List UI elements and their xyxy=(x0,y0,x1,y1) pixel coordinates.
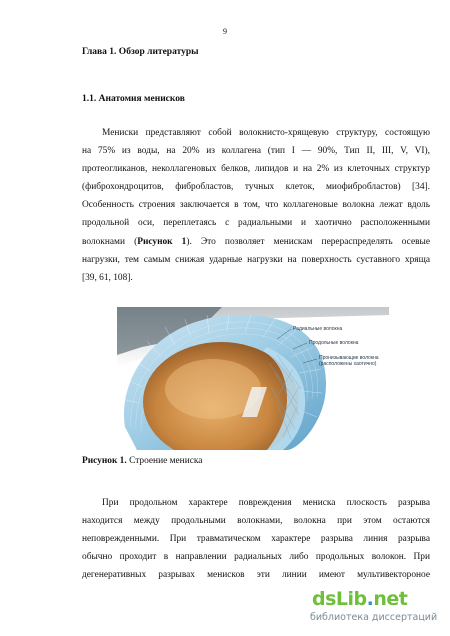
page-number: 9 xyxy=(223,27,227,36)
text-line: нагрузки, тем самым снижая ударные нагрузки на поверхность суставного хряща xyxy=(82,254,430,265)
text-line: продольной оси, переплетаясь с радиальными и хаотично расположенными xyxy=(82,218,430,229)
dslib-logo: dsLib.net xyxy=(312,588,408,610)
meniscus-structure-figure xyxy=(117,307,389,450)
text-line: [39, 61, 108]. xyxy=(82,272,133,283)
figure-caption xyxy=(82,456,202,466)
text-line: (фиброхондроцитов, фибробластов, тучных клеток, миофибробластов) [34]. xyxy=(82,182,430,193)
chapter-title: Глава 1. Обзор литературы xyxy=(82,47,199,57)
text-line: При продольном характере повреждения мениска плоскость разрыва xyxy=(102,498,430,508)
text-line: протеогликанов, неколлагеновых белков, липидов и на 2% из клеточных структур xyxy=(82,164,430,175)
text-line: неповрежденными. При травматическом характере разрыва линия разрыва xyxy=(82,534,430,545)
label-penetrating-fibers: Пронизывающие волокна xyxy=(319,355,379,361)
text-line: находится между продольными волокнами, волокна при этом остаются xyxy=(82,516,430,527)
text-line: на 75% из воды, на 20% из коллагена (тип I — 90%, Тип II, III, V, VI), xyxy=(82,146,430,157)
text-line: Мениски представляют собой волокнисто-хрящевую структуру, состоящую xyxy=(102,128,430,138)
paragraph-tear-types xyxy=(82,494,430,584)
meniscus-illustration xyxy=(117,307,389,450)
section-title: 1.1. Анатомия менисков xyxy=(82,94,185,104)
dslib-subtitle: библиотека диссертаций xyxy=(310,612,438,623)
text-line: Особенность строения заключается в том, что коллагеновые волокна лежат вдоль xyxy=(82,200,430,211)
paragraph-menisci-structure xyxy=(82,124,430,287)
label-penetrating-fibers-note: (расположены хаотично) xyxy=(319,361,377,367)
caption-label: Рисунок 1. xyxy=(82,456,127,466)
text-line: обычно проходит в направлении радиальных либо продольных волокон. При xyxy=(82,552,430,563)
text-line: волокнами (Рисунок 1). Это позволяет менискам перераспределять осевые xyxy=(82,236,430,247)
text-line: дегенеративных разрывах менисков эти линии имеют мультивектороное xyxy=(82,570,430,581)
caption-text: Строение мениска xyxy=(126,456,203,466)
dslib-watermark xyxy=(308,588,438,628)
label-radial-fibers: Радиальные волокна xyxy=(293,326,343,332)
label-longitudinal-fibers: Продольные волокна xyxy=(309,340,359,346)
